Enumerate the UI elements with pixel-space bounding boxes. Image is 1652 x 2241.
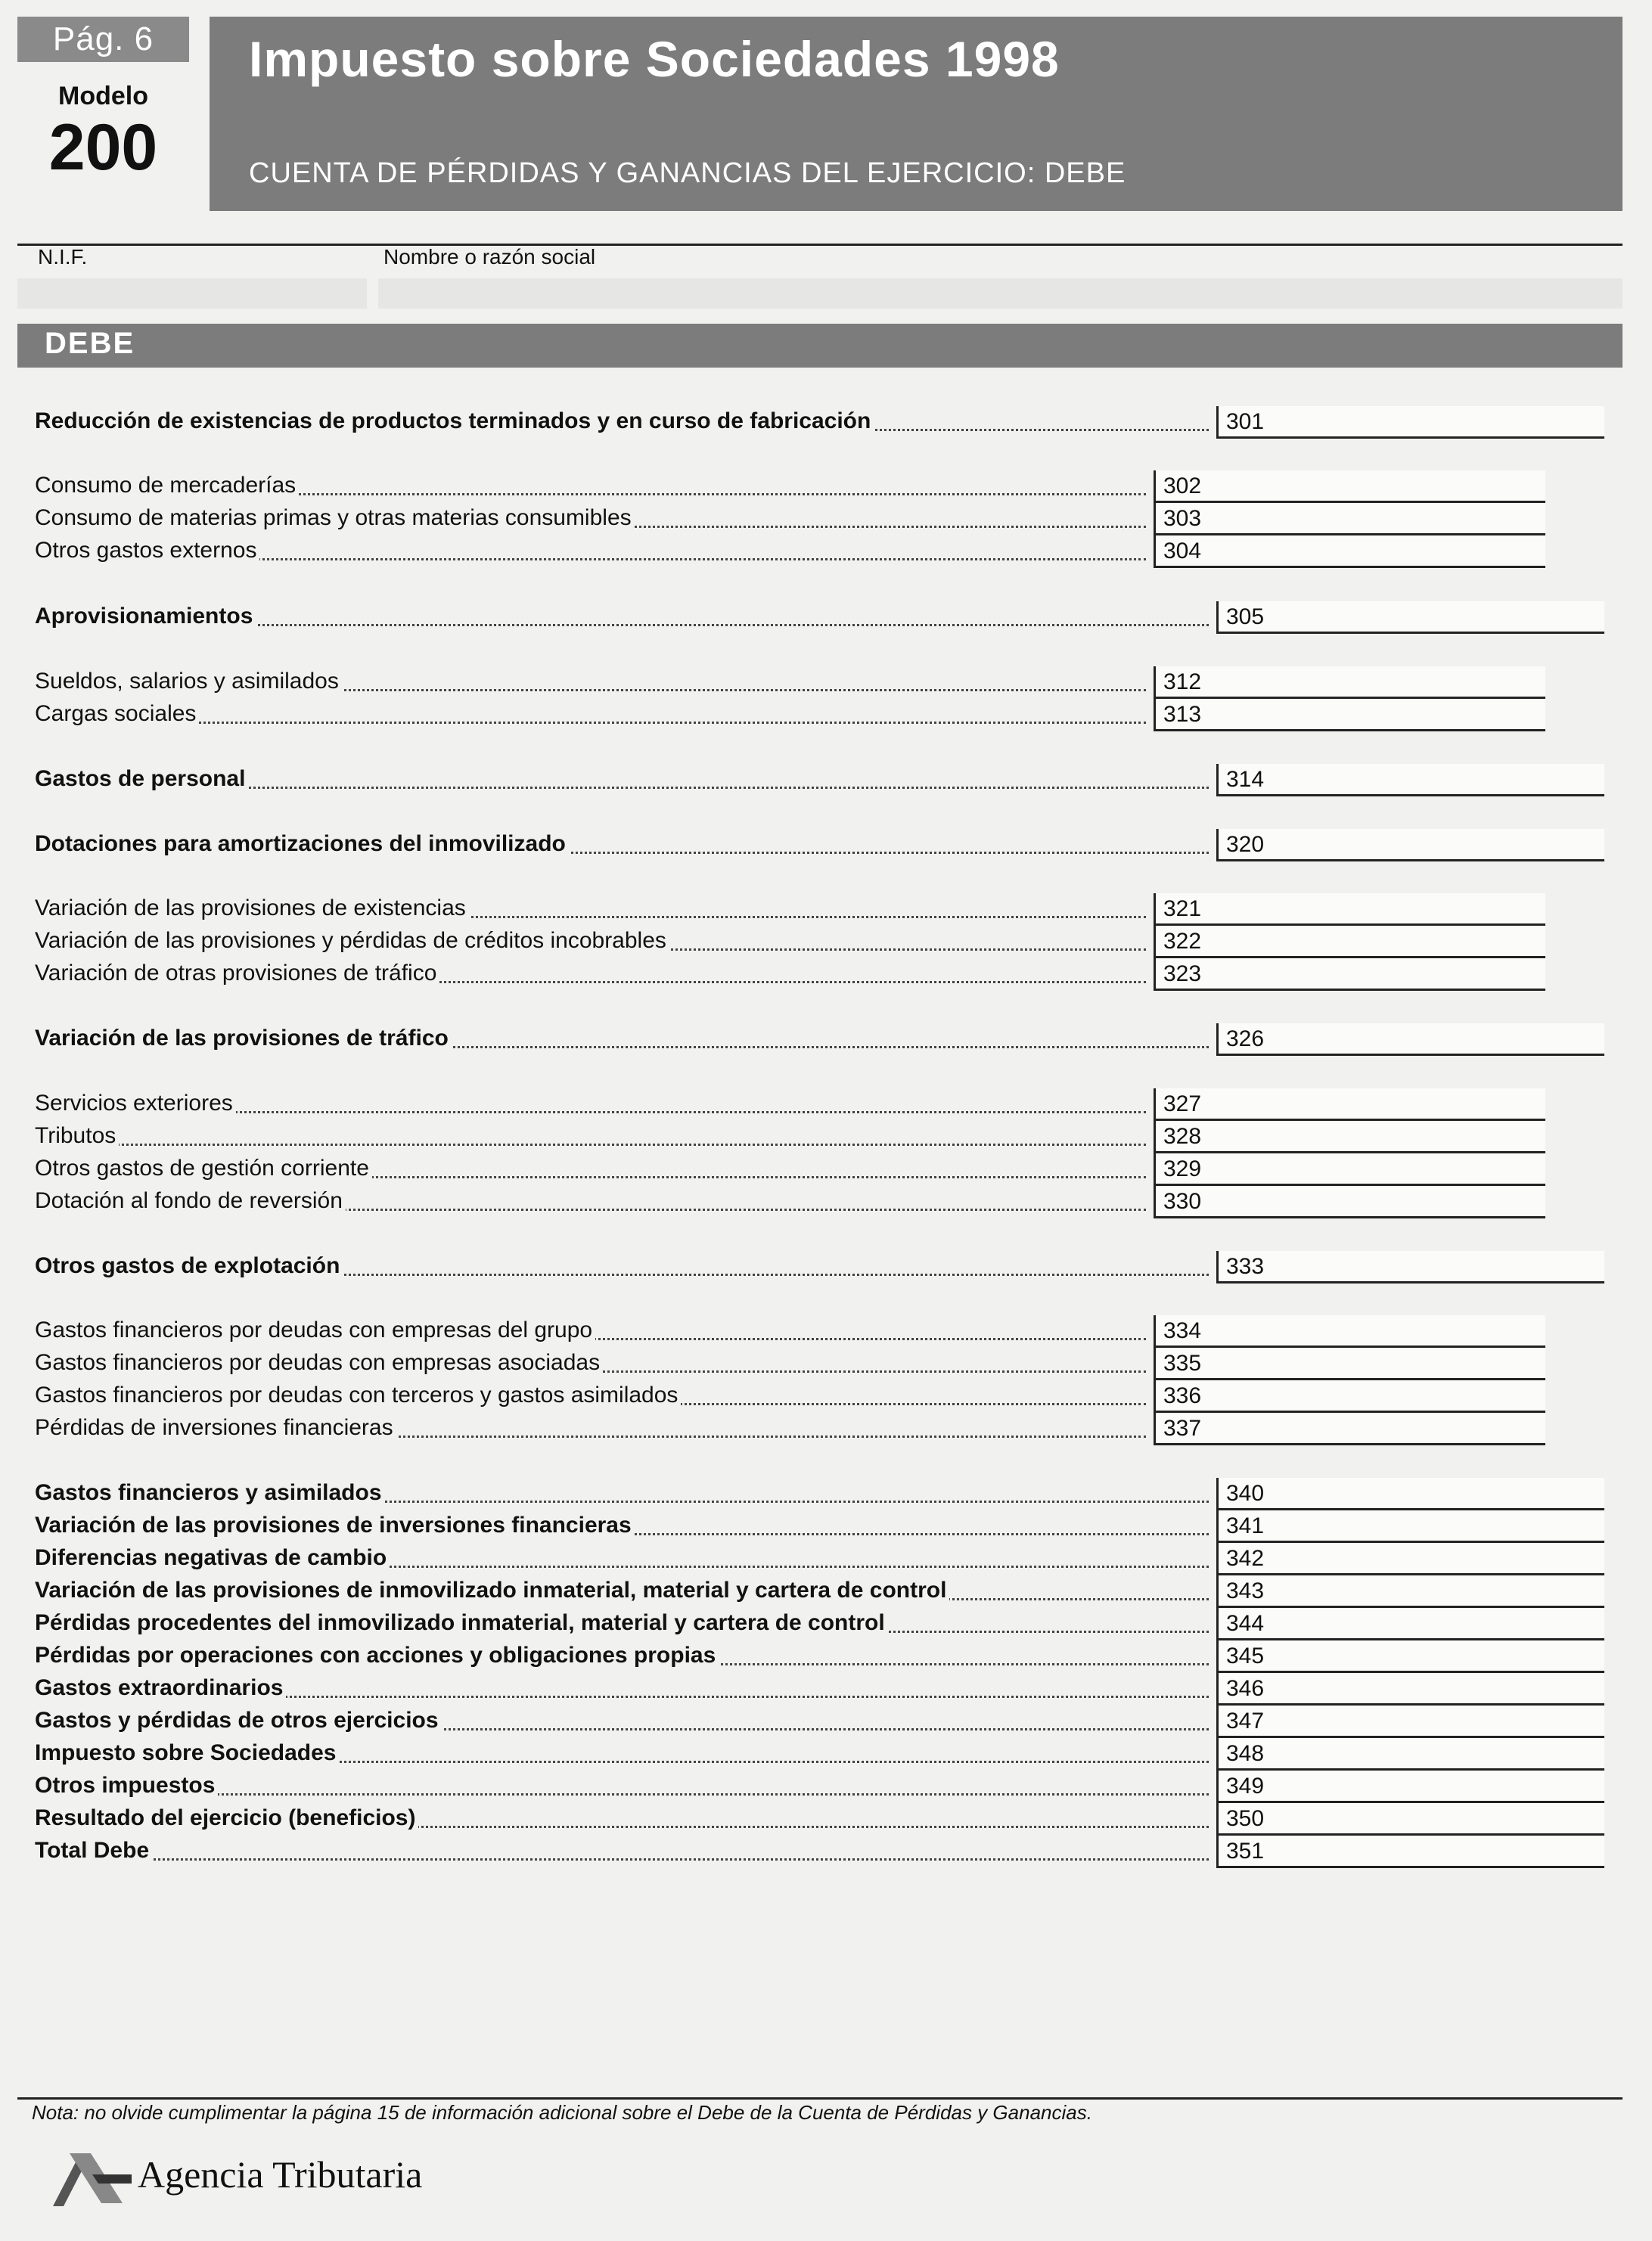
form-row bbox=[35, 1153, 1543, 1186]
model-label: Modelo bbox=[58, 82, 148, 110]
field-code: 349 bbox=[1226, 1774, 1265, 1799]
amount-field[interactable] bbox=[1216, 1706, 1604, 1738]
form-row bbox=[35, 1477, 1602, 1510]
form-row bbox=[35, 1705, 1602, 1738]
form-row bbox=[35, 958, 1543, 991]
row-label: Impuesto sobre Sociedades bbox=[35, 1740, 339, 1766]
form-row bbox=[35, 601, 1602, 634]
name-field[interactable] bbox=[378, 278, 1622, 309]
footer-note: Nota: no olvide cumplimentar la página 15 de información adicional sobre el Debe de la Cuenta de Pérdidas y Ganancias. bbox=[32, 2101, 1092, 2124]
amount-field[interactable] bbox=[1216, 1543, 1604, 1575]
field-code: 303 bbox=[1163, 506, 1202, 531]
field-code: 333 bbox=[1226, 1254, 1265, 1279]
field-code: 320 bbox=[1226, 832, 1265, 857]
identification-divider bbox=[17, 244, 1622, 246]
amount-field[interactable] bbox=[1154, 1153, 1545, 1186]
row-label: Servicios exteriores bbox=[35, 1091, 236, 1116]
amount-field[interactable] bbox=[1154, 1348, 1545, 1380]
row-label: Gastos financieros por deudas con terceros y gastos asimilados bbox=[35, 1383, 681, 1408]
form-row bbox=[35, 502, 1543, 535]
form-row bbox=[35, 405, 1602, 439]
field-code: 342 bbox=[1226, 1546, 1265, 1571]
row-label: Variación de otras provisiones de tráfico bbox=[35, 961, 439, 986]
row-label: Gastos y pérdidas de otros ejercicios bbox=[35, 1708, 442, 1734]
amount-field[interactable] bbox=[1216, 1836, 1604, 1868]
form-row bbox=[35, 1380, 1543, 1413]
form-row bbox=[35, 925, 1543, 958]
amount-field[interactable] bbox=[1154, 1088, 1545, 1121]
form-row bbox=[35, 1250, 1602, 1283]
amount-field[interactable] bbox=[1216, 1575, 1604, 1608]
field-code: 314 bbox=[1226, 767, 1265, 792]
form-row bbox=[35, 1542, 1602, 1575]
amount-field[interactable] bbox=[1154, 893, 1545, 926]
amount-field[interactable] bbox=[1216, 1510, 1604, 1543]
form-row bbox=[35, 1120, 1543, 1153]
form-row bbox=[35, 1770, 1602, 1803]
form-row bbox=[35, 1185, 1543, 1218]
form-row bbox=[35, 1088, 1543, 1121]
row-label: Tributos bbox=[35, 1123, 119, 1149]
title-banner bbox=[210, 17, 1622, 211]
row-label: Otros impuestos bbox=[35, 1773, 218, 1799]
row-label: Dotaciones para amortizaciones del inmovilizado bbox=[35, 831, 569, 857]
amount-field[interactable] bbox=[1154, 503, 1545, 535]
field-code: 304 bbox=[1163, 539, 1202, 563]
row-label: Pérdidas por operaciones con acciones y obligaciones propias bbox=[35, 1643, 719, 1668]
form-row bbox=[35, 1835, 1602, 1868]
amount-field[interactable] bbox=[1216, 1640, 1604, 1673]
field-code: 334 bbox=[1163, 1318, 1202, 1343]
amount-field[interactable] bbox=[1216, 1673, 1604, 1706]
form-row bbox=[35, 828, 1602, 861]
row-label: Variación de las provisiones de existencias bbox=[35, 895, 469, 921]
amount-field[interactable] bbox=[1154, 926, 1545, 958]
amount-field[interactable] bbox=[1154, 1315, 1545, 1348]
field-code: 301 bbox=[1226, 409, 1265, 434]
dot-leader bbox=[35, 1144, 1146, 1146]
row-label: Gastos financieros por deudas con empresas del grupo bbox=[35, 1318, 595, 1343]
amount-field[interactable] bbox=[1154, 1121, 1545, 1153]
row-label: Variación de las provisiones de inmovilizado inmaterial, material y cartera de control bbox=[35, 1578, 949, 1603]
amount-field[interactable] bbox=[1216, 1738, 1604, 1771]
row-label: Otros gastos externos bbox=[35, 538, 259, 563]
form-row bbox=[35, 698, 1543, 731]
row-label: Sueldos, salarios y asimilados bbox=[35, 669, 342, 694]
agency-name: Agencia Tributaria bbox=[138, 2153, 423, 2196]
field-code: 323 bbox=[1163, 961, 1202, 986]
field-code: 328 bbox=[1163, 1124, 1202, 1149]
field-code: 326 bbox=[1226, 1026, 1265, 1051]
form-row bbox=[35, 1640, 1602, 1673]
amount-field[interactable] bbox=[1216, 1023, 1604, 1056]
field-code: 343 bbox=[1226, 1578, 1265, 1603]
field-code: 327 bbox=[1163, 1091, 1202, 1116]
field-code: 305 bbox=[1226, 604, 1265, 629]
row-label: Otros gastos de gestión corriente bbox=[35, 1156, 372, 1181]
dot-leader bbox=[35, 722, 1146, 724]
row-label: Gastos extraordinarios bbox=[35, 1675, 286, 1701]
row-label: Aprovisionamientos bbox=[35, 604, 256, 629]
amount-field[interactable] bbox=[1154, 1380, 1545, 1413]
amount-field[interactable] bbox=[1216, 1478, 1604, 1510]
form-row bbox=[35, 666, 1543, 699]
page-number: Pág. 6 bbox=[17, 17, 189, 62]
note-divider bbox=[17, 2097, 1622, 2100]
form-row bbox=[35, 892, 1543, 926]
field-code: 337 bbox=[1163, 1416, 1202, 1441]
field-code: 345 bbox=[1226, 1644, 1265, 1668]
form-row bbox=[35, 1607, 1602, 1640]
row-label: Consumo de mercaderías bbox=[35, 473, 299, 498]
amount-field[interactable] bbox=[1154, 958, 1545, 991]
field-code: 346 bbox=[1226, 1676, 1265, 1701]
field-code: 321 bbox=[1163, 896, 1202, 921]
nif-field[interactable] bbox=[17, 278, 367, 309]
amount-field[interactable] bbox=[1154, 666, 1545, 699]
form-row bbox=[35, 1023, 1602, 1056]
row-label: Pérdidas de inversiones financieras bbox=[35, 1415, 396, 1441]
field-code: 341 bbox=[1226, 1513, 1265, 1538]
form-subtitle: CUENTA DE PÉRDIDAS Y GANANCIAS DEL EJERCICIO: DEBE bbox=[249, 157, 1126, 189]
row-label: Pérdidas procedentes del inmovilizado inmaterial, material y cartera de control bbox=[35, 1610, 888, 1636]
field-code: 336 bbox=[1163, 1383, 1202, 1408]
field-code: 351 bbox=[1226, 1839, 1265, 1864]
field-code: 344 bbox=[1226, 1611, 1265, 1636]
amount-field[interactable] bbox=[1216, 601, 1604, 634]
form-row bbox=[35, 763, 1602, 796]
row-label: Variación de las provisiones de tráfico bbox=[35, 1026, 452, 1051]
row-label: Dotación al fondo de reversión bbox=[35, 1188, 346, 1214]
form-title: Impuesto sobre Sociedades 1998 bbox=[249, 31, 1060, 87]
form-row bbox=[35, 1802, 1602, 1836]
field-code: 335 bbox=[1163, 1351, 1202, 1376]
row-label: Gastos de personal bbox=[35, 766, 248, 792]
field-code: 329 bbox=[1163, 1156, 1202, 1181]
form-row bbox=[35, 535, 1543, 568]
form-row bbox=[35, 1737, 1602, 1771]
amount-field[interactable] bbox=[1216, 406, 1604, 439]
section-title: DEBE bbox=[45, 327, 135, 360]
form-row bbox=[35, 1510, 1602, 1543]
form-row bbox=[35, 1314, 1543, 1348]
field-code: 348 bbox=[1226, 1741, 1265, 1766]
form-row bbox=[35, 1575, 1602, 1608]
name-label: Nombre o razón social bbox=[384, 245, 596, 268]
row-label: Gastos financieros y asimilados bbox=[35, 1480, 385, 1506]
nif-label: N.I.F. bbox=[38, 245, 88, 268]
amount-field[interactable] bbox=[1216, 1251, 1604, 1283]
row-label: Total Debe bbox=[35, 1838, 152, 1864]
model-number: 200 bbox=[48, 111, 158, 184]
row-label: Reducción de existencias de productos terminados y en curso de fabricación bbox=[35, 408, 874, 434]
row-label: Consumo de materias primas y otras materias consumibles bbox=[35, 505, 635, 531]
row-label: Otros gastos de explotación bbox=[35, 1253, 343, 1279]
agency-logo-icon bbox=[47, 2137, 138, 2212]
field-code: 313 bbox=[1163, 702, 1202, 727]
amount-field[interactable] bbox=[1154, 1186, 1545, 1218]
form-row bbox=[35, 1347, 1543, 1380]
form-row bbox=[35, 470, 1543, 503]
row-label: Gastos financieros por deudas con empresas asociadas bbox=[35, 1350, 603, 1376]
field-code: 312 bbox=[1163, 669, 1202, 694]
dot-leader bbox=[35, 1858, 1209, 1861]
amount-field[interactable] bbox=[1216, 764, 1604, 796]
amount-field[interactable] bbox=[1216, 829, 1604, 861]
amount-field[interactable] bbox=[1154, 1413, 1545, 1445]
amount-field[interactable] bbox=[1154, 535, 1545, 568]
amount-field[interactable] bbox=[1216, 1803, 1604, 1836]
form-row bbox=[35, 1412, 1543, 1445]
field-code: 302 bbox=[1163, 473, 1202, 498]
row-label: Diferencias negativas de cambio bbox=[35, 1545, 390, 1571]
row-label: Resultado del ejercicio (beneficios) bbox=[35, 1805, 418, 1831]
field-code: 350 bbox=[1226, 1806, 1265, 1831]
amount-field[interactable] bbox=[1216, 1771, 1604, 1803]
row-label: Variación de las provisiones y pérdidas de créditos incobrables bbox=[35, 928, 669, 954]
field-code: 347 bbox=[1226, 1709, 1265, 1734]
field-code: 322 bbox=[1163, 929, 1202, 954]
amount-field[interactable] bbox=[1154, 470, 1545, 503]
field-code: 340 bbox=[1226, 1481, 1265, 1506]
section-header bbox=[17, 324, 1622, 368]
row-label: Variación de las provisiones de inversiones financieras bbox=[35, 1513, 635, 1538]
form-row bbox=[35, 1672, 1602, 1706]
amount-field[interactable] bbox=[1216, 1608, 1604, 1640]
field-code: 330 bbox=[1163, 1189, 1202, 1214]
row-label: Cargas sociales bbox=[35, 701, 199, 727]
amount-field[interactable] bbox=[1154, 699, 1545, 731]
